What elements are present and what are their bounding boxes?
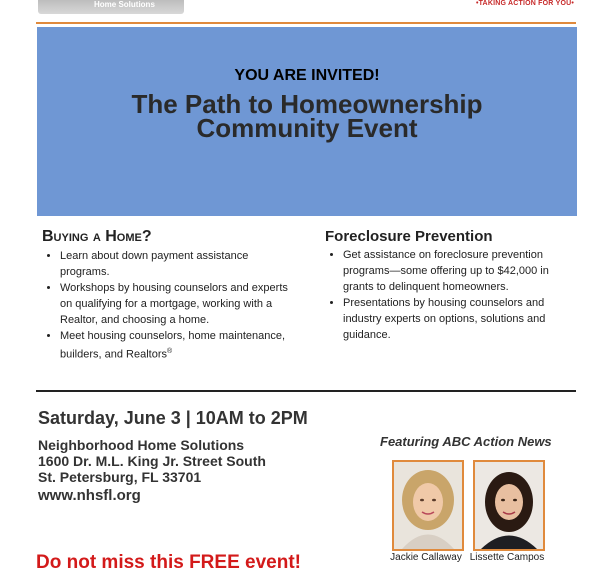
foreclosure-heading: Foreclosure Prevention <box>325 228 493 245</box>
list-item: • Learn about down payment assistance programs. <box>60 248 292 280</box>
buying-section <box>42 228 292 363</box>
list-item <box>60 328 292 363</box>
list-item-text: Meet housing counselors, home maintenance, builders, and Realtors <box>60 330 286 361</box>
tagline: •TAKING ACTION FOR YOU• <box>475 0 574 7</box>
trademark-symbol: ® <box>167 348 173 355</box>
organization-logo <box>38 0 184 14</box>
logo-text: Home Solutions <box>94 0 155 9</box>
lissette-campos-name: Lissette Campos <box>469 552 545 563</box>
buying-list <box>42 248 292 363</box>
call-to-action: Do not miss this FREE event! <box>36 552 301 573</box>
foreclosure-list <box>325 247 575 343</box>
header-divider <box>36 22 576 24</box>
list-item: • Workshops by housing counselors and experts on qualifying for a mortgage, working with a Realtor, and choosing a home. <box>60 280 292 328</box>
section-divider <box>36 390 576 392</box>
foreclosure-section <box>325 228 575 343</box>
venue-address-line1: 1600 Dr. M.L. King Jr. Street South <box>38 453 266 469</box>
list-item: • Presentations by housing counselors and industry experts on options, solutions and guidance. <box>343 295 575 343</box>
event-title <box>37 89 577 143</box>
list-item: • Get assistance on foreclosure prevention programs—some offering up to $42,000 in grants to delinquent homeowners. <box>343 247 575 295</box>
lissette-campos-photo <box>473 460 545 551</box>
featuring-heading: Featuring ABC Action News <box>380 434 552 449</box>
venue-address-line2: St. Petersburg, FL 33701 <box>38 469 202 485</box>
event-title-line2: Community Event <box>196 113 418 143</box>
jackie-callaway-name: Jackie Callaway <box>390 552 462 563</box>
event-venue <box>38 437 266 485</box>
buying-heading: Buying a Home? <box>42 228 152 245</box>
event-title-line1: The Path to Homeownership <box>131 89 483 119</box>
venue-name: Neighborhood Home Solutions <box>38 437 245 453</box>
invited-heading: YOU ARE INVITED! <box>234 67 380 84</box>
invitation-banner <box>37 27 577 216</box>
event-date-time: Saturday, June 3 | 10AM to 2PM <box>38 408 308 428</box>
website-link[interactable]: www.nhsfl.org <box>38 487 141 504</box>
jackie-callaway-photo <box>392 460 464 551</box>
